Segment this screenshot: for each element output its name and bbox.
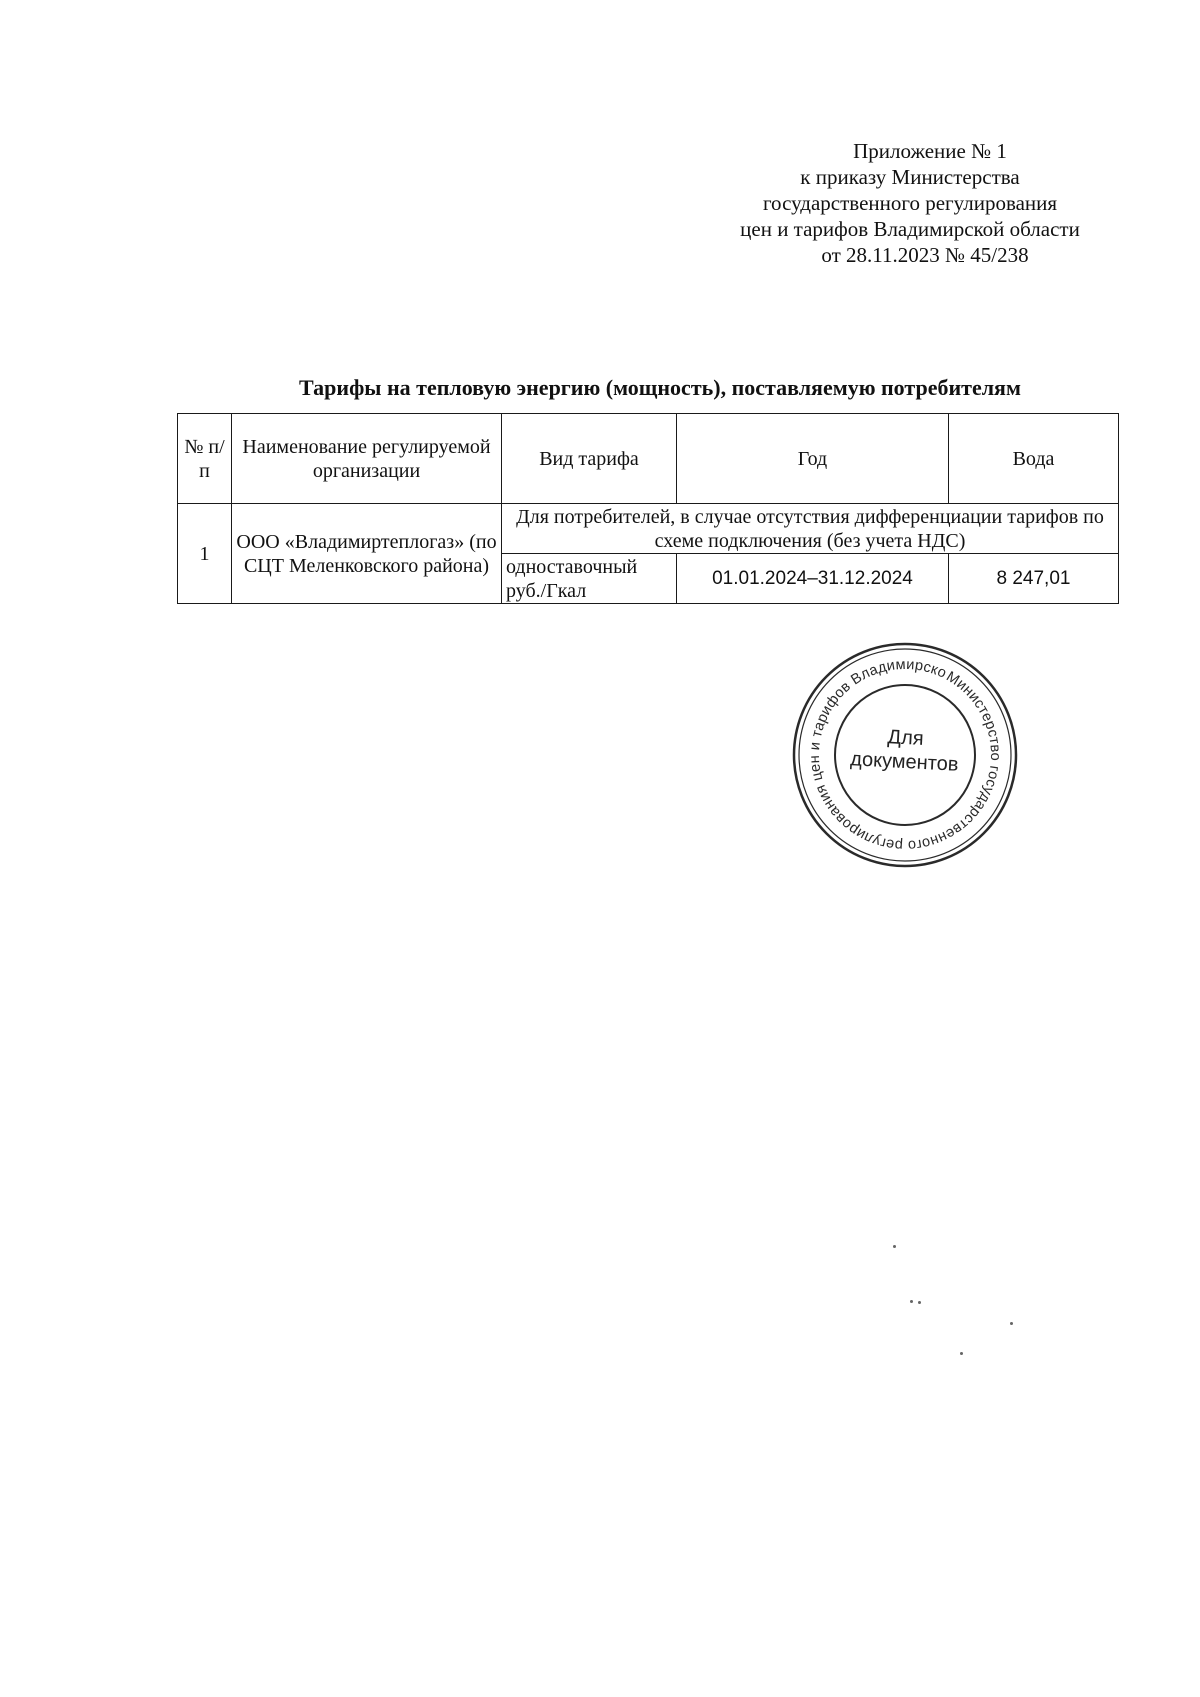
- appendix-order-date: от 28.11.2023 № 45/238: [821, 243, 1029, 267]
- official-stamp: [790, 640, 1020, 870]
- header-tariff-type: Вид тарифа: [502, 414, 677, 504]
- stamp-center-text: Для документов: [849, 726, 959, 776]
- scan-speck: [893, 1245, 896, 1248]
- stamp-ring-text: Министерство государственного регулирования цен и тарифов Владимирской: [806, 656, 1004, 854]
- row-group-note: Для потребителей, в случае отсутствия дифференциации тарифов по схеме подключения (без учета НДС): [502, 504, 1119, 554]
- appendix-line: Приложение № 1: [853, 139, 1007, 163]
- row-value: 8 247,01: [949, 554, 1119, 604]
- tariff-table: [177, 413, 1119, 604]
- row-organization: ООО «Владимиртеплогаз» (по СЦТ Меленковского района): [232, 504, 502, 604]
- row-number: 1: [178, 504, 232, 604]
- appendix-block: [700, 138, 1120, 268]
- scan-speck: [1010, 1322, 1013, 1325]
- header-water: Вода: [949, 414, 1119, 504]
- header-organization: Наименование регулируемой организации: [232, 414, 502, 504]
- appendix-line: к приказу Министерства: [800, 165, 1020, 189]
- header-number: № п/п: [178, 414, 232, 504]
- appendix-line: цен и тарифов Владимирской области: [740, 217, 1080, 241]
- scan-speck: [918, 1301, 921, 1304]
- row-period: 01.01.2024–31.12.2024: [677, 554, 949, 604]
- scan-speck: [960, 1352, 963, 1355]
- row-tariff-type: одноставочный руб./Гкал: [502, 554, 677, 604]
- document-title: Тарифы на тепловую энергию (мощность), поставляемую потребителям: [299, 375, 1021, 400]
- appendix-line: государственного регулирования: [762, 191, 1058, 215]
- scan-speck: [910, 1300, 913, 1303]
- table-header-row: [178, 414, 1119, 504]
- header-year: Год: [677, 414, 949, 504]
- table-row: [178, 504, 1119, 554]
